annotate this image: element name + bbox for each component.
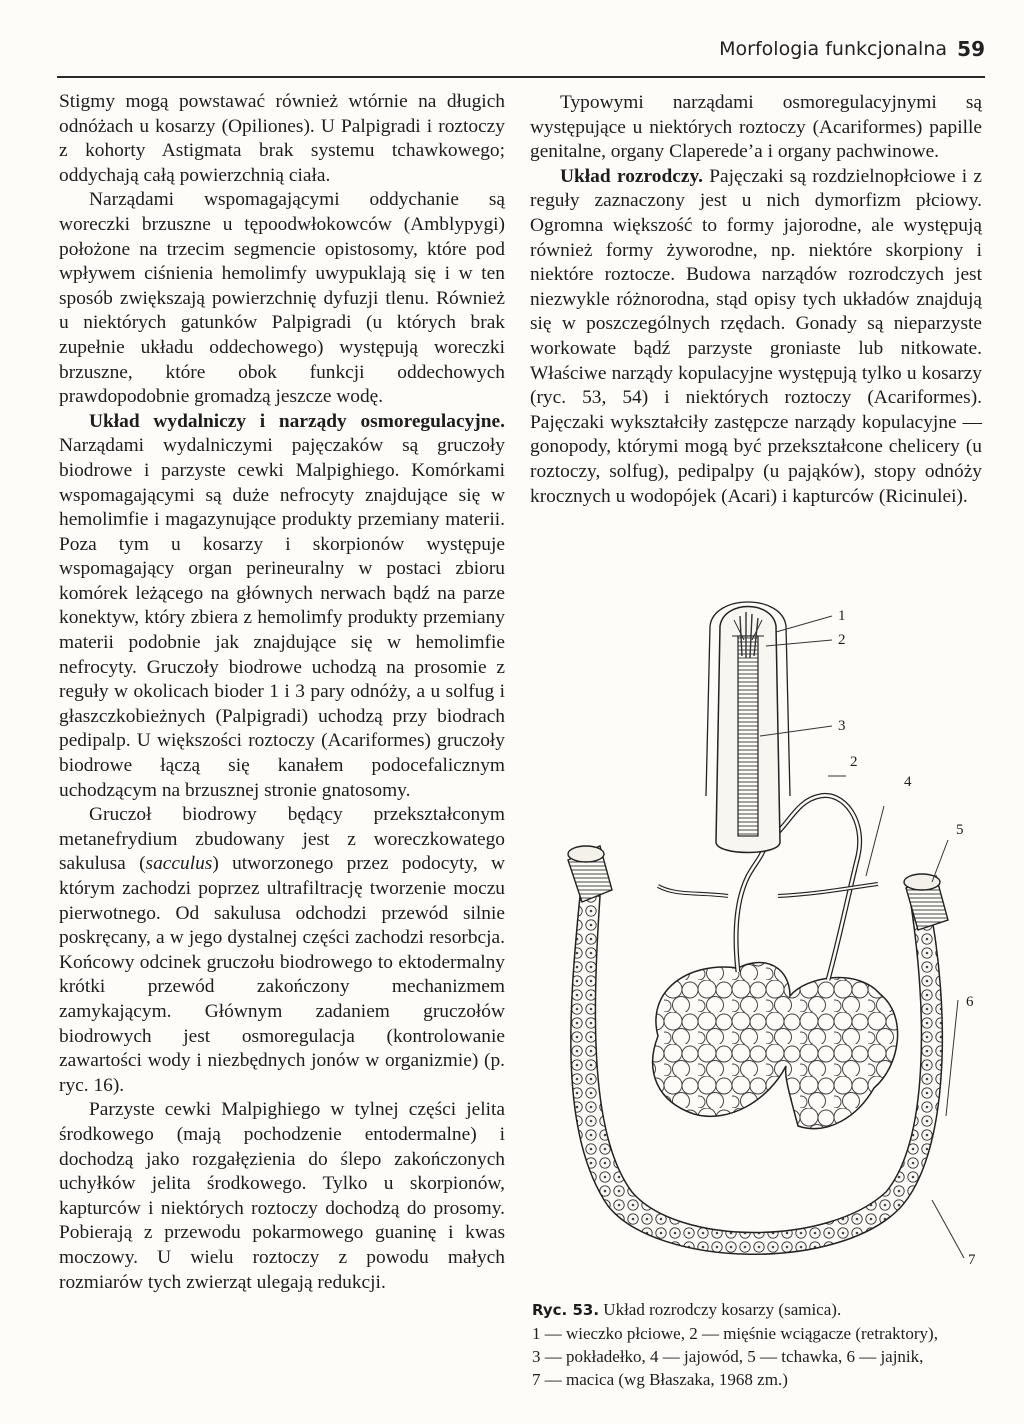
gruczol-text-b: ) utworzonego przez podocyty, w którym zachodzi poprzez ultrafiltrację tworzenie moczu pierwotnego. Od sakulusa odchodzi przewód silnie poskręcany, a w jego dystalnej części zachodzi resorbcja. Końcowy odcinek gruczołu biodrowego to ektodermalny krótki przewód zakończony mechanizmem zamykającym. Głównym zadaniem gruczołów biodrowych jest osmoregulacja (kontrolowanie zawartości wody i niezbędnych jonów w organizmie) (p. ryc. 16).	[59, 853, 505, 1096]
label-1: 1	[838, 608, 846, 624]
label-2b: 2	[850, 754, 858, 770]
paragraph-osmoregulacja: Typowymi narządami osmoregulacyjnymi są występujące u niektórych roztoczy (Acariformes) papille genitalne, organy Claperede’a i organy pachwinowe.	[530, 92, 982, 163]
paragraph-uklad-wydalniczy	[59, 410, 505, 804]
paragraph-cewki-malpighiego: Parzyste cewki Malpighiego w tylnej części jelita środkowego (mają pochodzenie entodermalne) i dochodzą jako rozgałęzienia do ślepo zakończonych uchyłków jelita środkowego. Tylko u skorpionów, kapturców i niektórych roztoczy dochodzą do prosomy. Pobierają z przewodu pokarmowego guaninę i kwas moczowy. U wielu roztoczy z powodu małych rozmiarów tych zwierząt ulegają redukcji.	[59, 1099, 505, 1293]
label-3: 3	[838, 718, 846, 734]
figure-53	[528, 596, 988, 1288]
left-column	[59, 90, 505, 1295]
trachea-right	[904, 874, 948, 930]
ovary-jajnik	[653, 963, 898, 1129]
label-7: 7	[968, 1252, 976, 1268]
caption-line-3: 3 — pokładełko, 4 — jajowód, 5 — tchawka, 6 — jajnik,	[532, 1347, 924, 1366]
caption-label: Ryc. 53.	[532, 1301, 600, 1319]
paragraph-uklad-rozrodczy	[530, 165, 982, 509]
caption-line-2: 1 — wieczko płciowe, 2 — mięśnie wciągacze (retraktory),	[532, 1324, 938, 1343]
label-6: 6	[966, 994, 974, 1010]
paragraph-rozrodczy-text: Pajęczaki są rozdzielnopłciowe i z reguły zaznaczony jest u nich dymorfizm płciowy. Ogromna większość to formy jajorodne, ale występują również formy żyworodne, np. niektóre skorpiony i niektóre roztocze. Budowa narządów rozrodczych jest niezwykle różnorodna, stąd opisy tych układów znajdują się w poszczególnych rzędach. Gonady są nieparzyste workowate bądź parzyste groniaste lub nitkowate. Właściwe narządy kopulacyjne występują tylko u kosarzy (ryc. 53, 54) i niektórych roztoczy (Acariformes). Pajęczaki wykształciły zastępcze narządy kopulacyjne — gonopody, którymi mogą być przekształcone chelicery (u roztoczy, solfug), pedipalpy (u pająków), stopy odnóży krocznych u wodopójek (Acari) i kapturców (Ricinulei).	[530, 165, 982, 507]
caption-line-4: 7 — macica (wg Błaszaka, 1968 zm.)	[532, 1370, 788, 1389]
page-header	[57, 34, 985, 78]
caption-title: Układ rozrodczy kosarzy (samica).	[599, 1300, 842, 1319]
paragraph-woreczki: Narządami wspomagającymi oddychanie są woreczki brzuszne u tępoodwłokowców (Amblypygi) położone na trzecim segmencie opistosomy, które pod wpływem ciśnienia hemolimfy uwypuklają się i w ten sposób zwiększają powierzchnię dyfuzji tlenu. Również u niektórych gatunków Palpigradi (u których brak zupełnie układu oddechowego) występują woreczki brzuszne, które obok funkcji oddechowych prawdopodobnie gromadzą jeszcze wodę.	[59, 189, 505, 408]
paragraph-gruczol-biodrowy	[59, 803, 505, 1098]
label-4: 4	[904, 774, 912, 790]
gruczol-text-a: Gruczoł biodrowy będący przekształconym metanefrydium zbudowany jest z woreczkowatego sakulusa (	[59, 804, 505, 875]
label-2: 2	[838, 632, 846, 648]
paragraph-wydalniczy-text: Narządami wydalniczymi pajęczaków są gruczoły biodrowe i parzyste cewki Malpighiego. Komórkami wspomagającymi są duże nefrocyty znajdujące się w hemolimfie i magazynujące produkty przemiany materii. Poza tym u kosarzy i skorpionów występuje wspomagający organ perineuralny w postaci zbioru komórek leżącego na głównych nerwach bądź na parze konektyw, który zbiera z hemolimfy produkty przemiany materii podobnie jak znajdujące się w hemolimfie nefrocyty. Gruczoły biodrowe uchodzą na prosomie z reguły w okolicach bioder 1 i 3 pary odnóży, a u solfug i głaszczkobieżnych (Palpigradi) uchodzą przy biodrach pedipalp. U większości roztoczy (Acariformes) gruczoły biodrowe łączą się kanałem podocefalicznym uchodzącym na brzusznej stronie gnatosomy.	[59, 435, 505, 801]
section-heading-wydalniczy: Układ wydalniczy i narządy osmoregulacyjne.	[89, 410, 505, 432]
sacculus-term: sacculus	[145, 853, 213, 875]
figure-caption	[532, 1298, 984, 1391]
ovipositor-pokladelko	[716, 607, 780, 853]
paragraph-stigmy: Stigmy mogą powstawać również wtórnie na długich odnóżach u kosarzy (Opiliones). U Palpigradi i roztoczy z kohorty Astigmata brak systemu tchawkowego; oddychają całą powierzchnią ciała.	[59, 91, 505, 186]
caption-title-line	[532, 1298, 984, 1322]
reproductive-system-drawing	[528, 596, 988, 1288]
label-5: 5	[956, 822, 964, 838]
page-number: 59	[957, 37, 985, 61]
running-title: Morfologia funkcjonalna	[719, 38, 947, 60]
section-heading-rozrodczy: Układ rozrodczy.	[560, 165, 703, 187]
right-column	[530, 91, 982, 509]
trachea-left	[568, 846, 612, 902]
